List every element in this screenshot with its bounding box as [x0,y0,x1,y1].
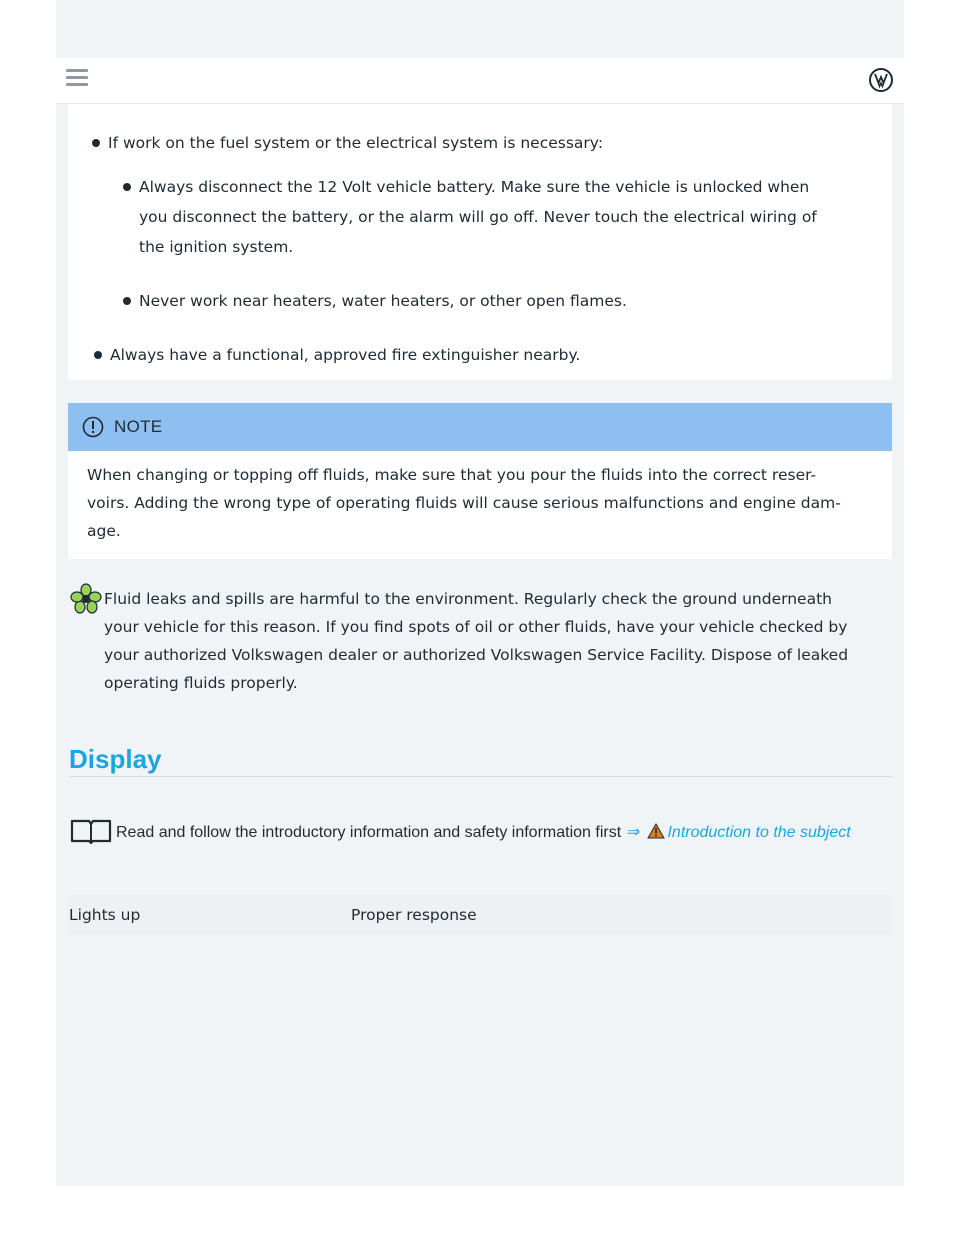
warning-box [68,86,892,380]
warning-triangle-icon [647,823,665,839]
environment-note [104,585,884,697]
table-header-proper-response: Proper response [351,906,477,924]
intro-arrow: ⇒ [625,824,640,841]
sub-bullet-open-flames: Never work near heaters, water heaters, or other open flames. [139,286,627,316]
volkswagen-logo-icon[interactable] [868,67,894,93]
table-header-row [68,895,892,935]
intro-paragraph [69,819,889,847]
bullet-fire-extinguisher: Always have a functional, approved fire extinguisher nearby. [110,340,580,370]
sub-bullet-disconnect-battery-line-2: you disconnect the battery, or the alarm will go off. Never touch the electrical wiring of [139,208,817,226]
note-line: When changing or topping off fluids, make sure that you pour the fluids into the correct reser- [87,466,817,484]
note-title: NOTE [114,417,163,436]
section-divider [69,776,892,777]
intro-link[interactable]: Introduction to the subject [667,824,851,841]
environment-line: your authorized Volkswagen dealer or authorized Volkswagen Service Facility. Dispose of leaked [104,646,849,664]
environment-flower-icon [70,583,102,615]
environment-line: Fluid leaks and spills are harmful to the environment. Regularly check the ground underneath [104,590,832,608]
sub-bullet-disconnect-battery-line-3: the ignition system. [139,238,294,256]
environment-line: your vehicle for this reason. If you find spots of oil or other fluids, have your vehicle checked by [104,618,848,636]
environment-line: operating fluids properly. [104,674,298,692]
table-header-lights-up: Lights up [69,906,141,924]
note-line: voirs. Adding the wrong type of operating fluids will cause serious malfunctions and engine dam- [87,494,841,512]
exclamation-circle-icon [82,416,104,438]
hamburger-menu-icon[interactable] [66,69,88,87]
intro-text: Read and follow the introductory information and safety information first [116,824,622,841]
top-bar [56,58,904,104]
note-body [87,461,877,545]
bullet-fuel-electrical: If work on the fuel system or the electrical system is necessary: [108,128,603,158]
sub-bullet-disconnect-battery: Always disconnect the 12 Volt vehicle battery. Make sure the vehicle is unlocked when [139,172,809,202]
note-line: age. [87,522,121,540]
note-header [68,403,892,451]
section-title: Display [69,744,162,774]
note-box [68,403,892,559]
